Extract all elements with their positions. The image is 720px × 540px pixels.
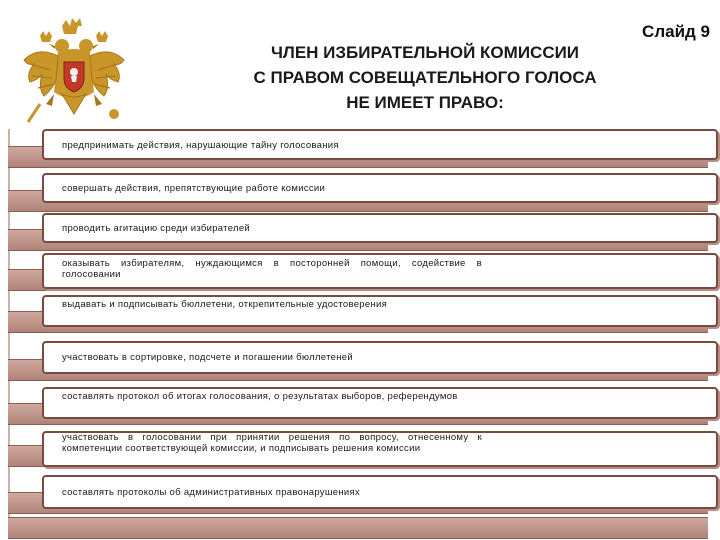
title-line-3: НЕ ИМЕЕТ ПРАВО:	[346, 93, 504, 112]
list-item	[8, 475, 720, 509]
list-item	[8, 387, 720, 419]
list-item	[8, 129, 720, 160]
list-item	[8, 431, 720, 467]
title-line-2: С ПРАВОМ СОВЕЩАТЕЛЬНОГО ГОЛОСА	[253, 68, 597, 87]
list-item	[8, 253, 720, 289]
item-text: участвовать в голосовании при принятии решения по вопросу, отнесенному к компетенции соответствующей комиссии, и подписывать решения комиссии	[62, 432, 482, 454]
restrictions-list	[8, 129, 720, 540]
item-text: оказывать избирателям, нуждающимся в посторонней помощи, содействие в голосовании	[62, 258, 482, 280]
list-item	[8, 173, 720, 203]
page-title	[180, 40, 670, 115]
item-text: участвовать в сортировке, подсчете и погашении бюллетеней	[62, 352, 353, 363]
list-item	[8, 213, 720, 243]
list-item	[8, 341, 720, 374]
item-text: выдавать и подписывать бюллетени, открепительные удостоверения	[62, 299, 388, 310]
title-line-1: ЧЛЕН ИЗБИРАТЕЛЬНОЙ КОМИССИИ	[270, 43, 580, 62]
item-bar	[8, 517, 708, 539]
slide-number: Слайд 9	[642, 22, 710, 41]
item-text: предпринимать действия, нарушающие тайну голосования	[62, 140, 339, 151]
bottom-strip	[8, 515, 720, 535]
item-text: составлять протокол об итогах голосования, о результатах выборов, референдумов	[62, 391, 458, 402]
list-item	[8, 295, 720, 327]
russian-coat-of-arms-icon	[18, 18, 130, 130]
item-text: проводить агитацию среди избирателей	[62, 223, 251, 234]
item-text: составлять протоколы об административных правонарушениях	[62, 487, 361, 498]
item-text: совершать действия, препятствующие работе комиссии	[62, 183, 326, 194]
